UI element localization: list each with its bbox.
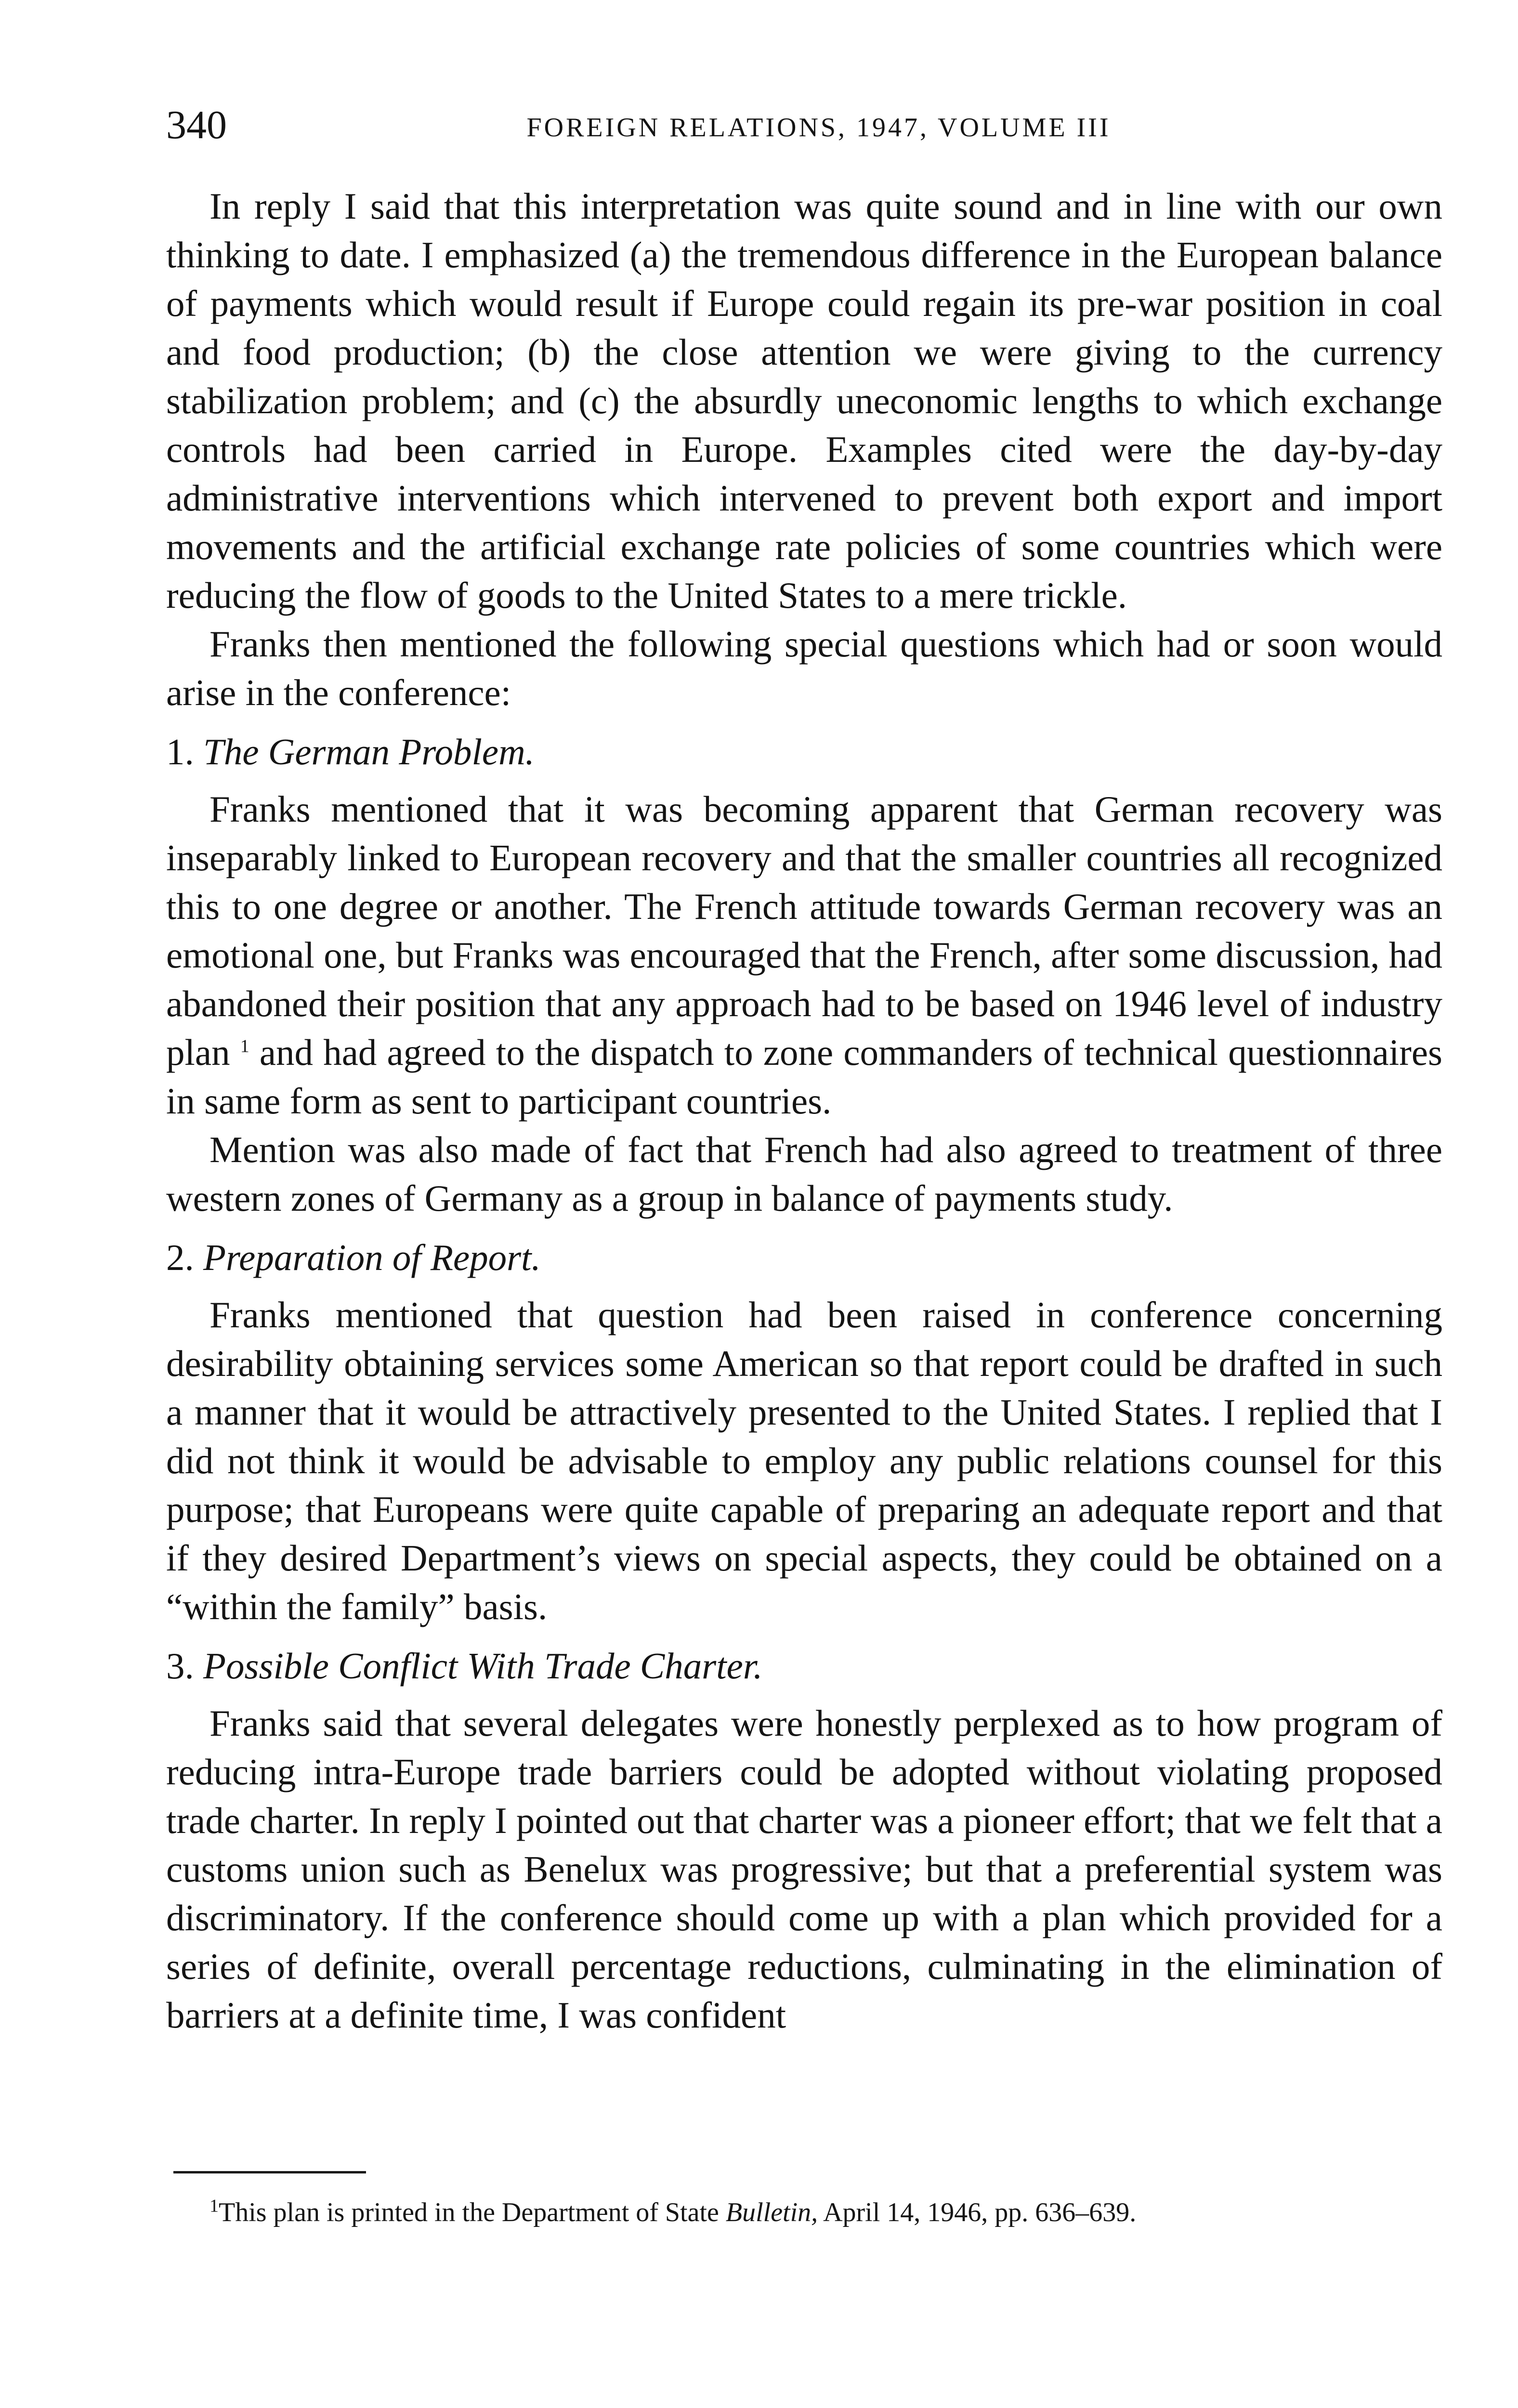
- section-number: 2.: [166, 1237, 194, 1278]
- paragraph: In reply I said that this interpretation was quite sound and in line with our own thinking to date. I emphasized (a) the tremendous difference in the European balance of payments which would result if Europe could regain its pre-war position in coal and food production; (b) the close attention we were giving to the currency stabilization problem; and (c) the absurdly uneconomic lengths to which exchange controls had been carried in Europe. Examples cited were the day-by-day administrative interventions which intervened to prevent both export and import movements and the artificial exchange rate policies of some countries which were reducing the flow of goods to the United States to a mere trickle.: [166, 185, 1442, 616]
- footnote-divider: [173, 2171, 366, 2173]
- section-heading-trade-charter: [166, 1642, 1442, 1690]
- running-head: [166, 99, 1442, 152]
- paragraph: Mention was also made of fact that French had also agreed to treatment of three western zones of Germany as a group in balance of payments study.: [166, 1129, 1442, 1219]
- section-heading-german-problem: [166, 728, 1442, 776]
- section-number: 1.: [166, 731, 194, 772]
- footnote-text: This plan is printed in the Department of State: [219, 2198, 726, 2227]
- footnote-publication: Bulletin,: [725, 2198, 818, 2227]
- section-title: Preparation of Report.: [203, 1237, 541, 1278]
- footnote-mark: 1: [209, 2196, 219, 2216]
- section-heading-preparation-of-report: [166, 1233, 1442, 1282]
- footnote: [166, 2192, 1442, 2233]
- paragraph-text: Franks mentioned that it was becoming apparent that German recovery was inseparably linked to European recovery and that the smaller countries all recognized this to one degree or another. The French attitude towards German recovery was an emotional one, but Franks was encouraged that the French, after some discussion, had abandoned their position that any approach had to be based on 1946 level of industry plan: [166, 788, 1442, 1073]
- paragraph: Franks mentioned that question had been raised in conference concerning desirability obtaining services some American so that report could be drafted in such a manner that it would be attractively presented to the United States. I replied that I did not think it would be advisable to employ any public relations counsel for this purpose; that Europeans were quite capable of preparing an adequate report and that if they desired Department’s views on special aspects, they could be obtained on a “within the family” basis.: [166, 1294, 1442, 1627]
- body-text: [166, 182, 1442, 2040]
- running-title: FOREIGN RELATIONS, 1947, VOLUME III: [526, 113, 1111, 143]
- page-number: 340: [166, 103, 227, 147]
- paragraph-text: and had agreed to the dispatch to zone commanders of technical questionnaires in same form as sent to participant countries.: [166, 1032, 1442, 1122]
- section-title: The German Problem.: [203, 731, 535, 772]
- section-number: 3.: [166, 1645, 194, 1687]
- footnote-reference[interactable]: 1: [240, 1036, 249, 1057]
- section-title: Possible Conflict With Trade Charter.: [203, 1645, 763, 1687]
- paragraph: Franks then mentioned the following special questions which had or soon would arise in the conference:: [166, 623, 1442, 713]
- paragraph: Franks said that several delegates were honestly perplexed as to how program of reducing intra-Europe trade barriers could be adopted without violating proposed trade charter. In reply I pointed out that charter was a pioneer effort; that we felt that a customs union such as Benelux was progressive; but that a preferential system was discriminatory. If the conference should come up with a plan which provided for a series of definite, overall percentage reductions, culminating in the elimination of barriers at a definite time, I was confident: [166, 1702, 1442, 2036]
- paragraph-with-footnote: [166, 785, 1442, 1125]
- footnote-text: April 14, 1946, pp. 636–639.: [818, 2198, 1137, 2227]
